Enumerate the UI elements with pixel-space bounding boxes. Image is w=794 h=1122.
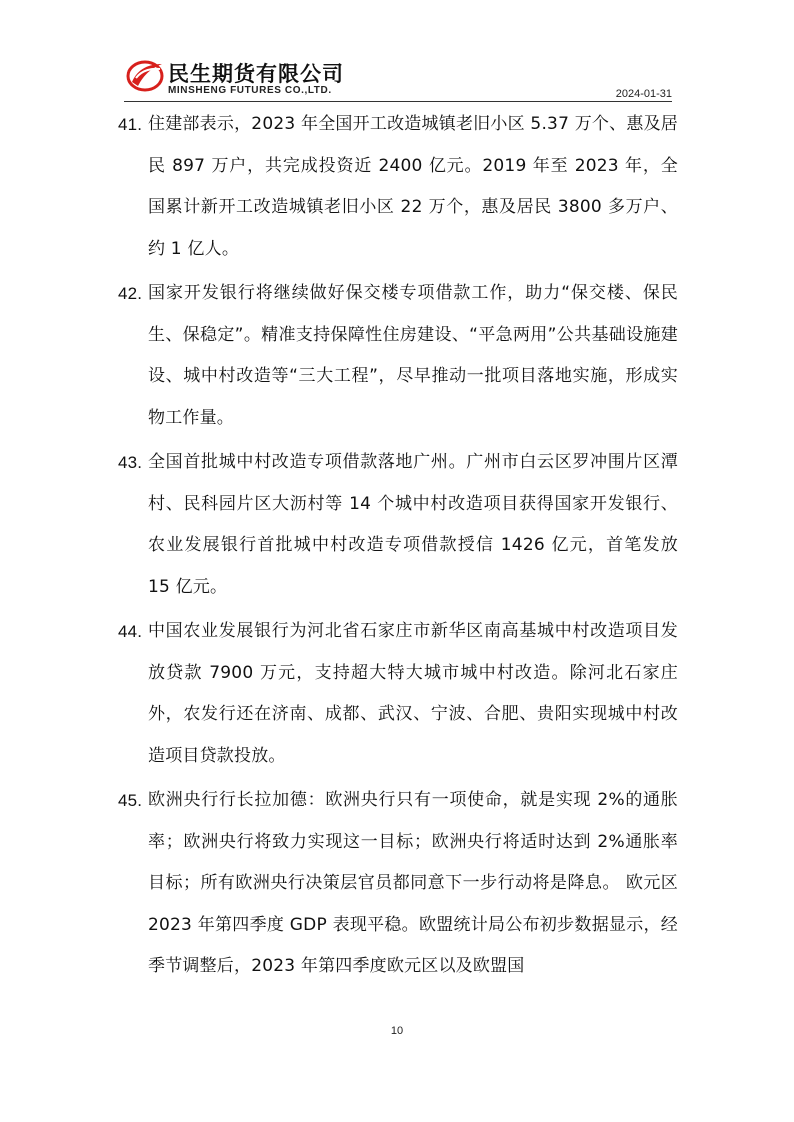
item-text: 全国首批城中村改造专项借款落地广州。广州市白云区罗冲围片区潭村、民科园片区大沥村等 14 个城中村改造项目获得国家开发银行、农业发展银行首批城中村改造专项借款授信 1426 亿元，首笔发放 15 亿元。	[148, 452, 678, 597]
news-item-42	[118, 273, 678, 439]
item-number: 41.	[118, 115, 143, 134]
news-item-41	[118, 104, 678, 270]
item-text: 住建部表示，2023 年全国开工改造城镇老旧小区 5.37 万个、惠及居民 897 万户，共完成投资近 2400 亿元。2019 年至 2023 年，全国累计新开工改造城镇老旧小区 22 万个，惠及居民 3800 多万户、约 1 亿人。	[148, 114, 678, 259]
news-list	[118, 104, 678, 991]
company-name-en: MINSHENG FUTURES CO.,LTD.	[168, 85, 332, 96]
minsheng-logo-icon	[126, 58, 164, 92]
item-number: 42.	[118, 284, 143, 303]
report-date: 2024-01-31	[615, 88, 672, 100]
item-number: 43.	[118, 453, 143, 472]
header-divider	[124, 101, 672, 102]
news-item-45	[118, 780, 678, 988]
item-text: 中国农业发展银行为河北省石家庄市新华区南高基城中村改造项目发放贷款 7900 万元，支持超大特大城市城中村改造。除河北石家庄外，农发行还在济南、成都、武汉、宁波、合肥、贵阳实现城中村改造项目贷款投放。	[148, 621, 678, 766]
page-header	[124, 54, 672, 102]
company-name-cn: 民生期货有限公司	[168, 62, 344, 86]
item-number: 44.	[118, 622, 143, 641]
news-item-43	[118, 442, 678, 608]
news-item-44	[118, 611, 678, 777]
item-text: 国家开发银行将继续做好保交楼专项借款工作，助力“保交楼、保民生、保稳定”。精准支持保障性住房建设、“平急两用”公共基础设施建设、城中村改造等“三大工程”，尽早推动一批项目落地实施，形成实物工作量。	[148, 283, 678, 428]
item-number: 45.	[118, 791, 143, 810]
item-text: 欧洲央行行长拉加德：欧洲央行只有一项使命，就是实现 2%的通胀率；欧洲央行将致力实现这一目标；欧洲央行将适时达到 2%通胀率目标；所有欧洲央行决策层官员都同意下一步行动将是降息。 欧元区 2023 年第四季度 GDP 表现平稳。欧盟统计局公布初步数据显示，经季节调整后，2023 年第四季度欧元区以及欧盟国	[148, 790, 678, 976]
page-number: 10	[390, 1025, 404, 1037]
